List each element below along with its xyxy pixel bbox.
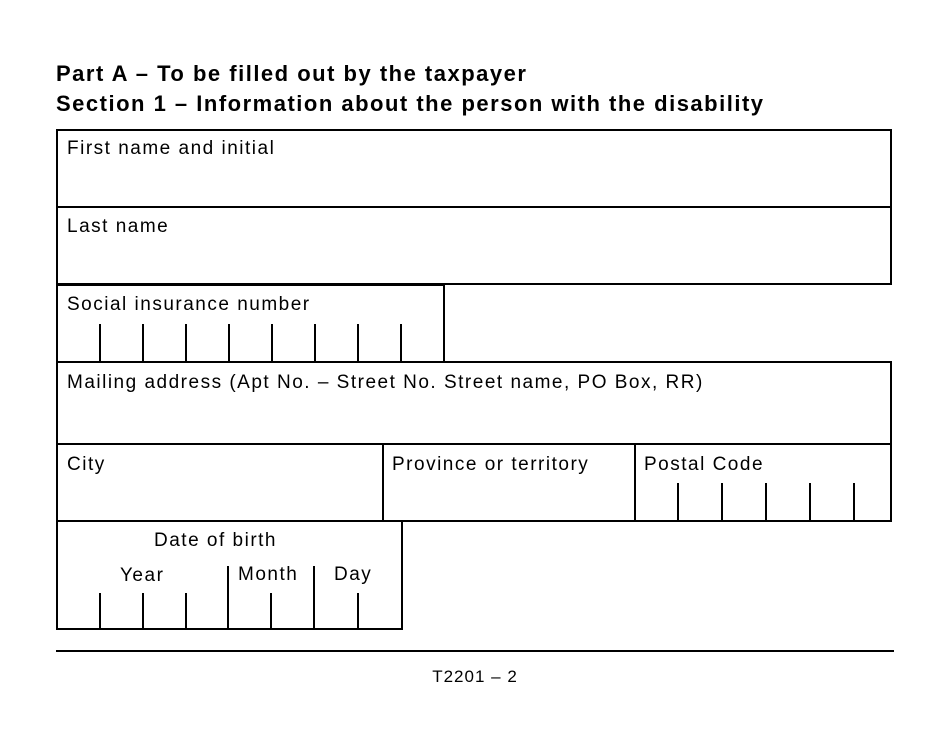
first-name-label: First name and initial xyxy=(67,138,276,159)
dob-year-month-divider xyxy=(227,566,229,630)
province-input[interactable] xyxy=(392,483,626,515)
mailing-address-label: Mailing address (Apt No. – Street No. Street name, PO Box, RR) xyxy=(67,372,704,393)
postal-code-label: Postal Code xyxy=(644,454,765,475)
city-label: City xyxy=(67,454,106,475)
sin-digit-divider xyxy=(357,324,359,363)
postal-digit-divider xyxy=(677,483,679,522)
sin-field[interactable] xyxy=(56,284,445,363)
sin-digit-divider xyxy=(142,324,144,363)
postal-digit-divider xyxy=(765,483,767,522)
sin-digit-divider xyxy=(99,324,101,363)
mailing-address-input[interactable] xyxy=(67,403,871,435)
dob-year-label: Year xyxy=(120,565,165,586)
postal-code-field[interactable] xyxy=(634,443,892,522)
sin-digit-divider xyxy=(185,324,187,363)
first-name-field[interactable] xyxy=(56,129,892,208)
last-name-field[interactable] xyxy=(56,206,892,285)
postal-digit-divider xyxy=(809,483,811,522)
sin-label: Social insurance number xyxy=(67,294,311,315)
footer-rule xyxy=(56,650,894,652)
dob-digit-divider xyxy=(185,593,187,630)
last-name-label: Last name xyxy=(67,216,170,237)
sin-digit-divider xyxy=(400,324,402,363)
last-name-input[interactable] xyxy=(67,244,871,276)
dob-label: Date of birth xyxy=(154,530,277,551)
city-field[interactable] xyxy=(56,443,384,522)
sin-digit-divider xyxy=(314,324,316,363)
section-title: Section 1 – Information about the person with the disability xyxy=(56,91,765,116)
dob-day-label: Day xyxy=(334,564,373,585)
dob-digit-divider xyxy=(270,593,272,630)
province-label: Province or territory xyxy=(392,454,590,475)
form-page-number: T2201 – 2 xyxy=(432,667,518,686)
dob-month-label: Month xyxy=(238,564,299,585)
postal-digit-divider xyxy=(721,483,723,522)
dob-month-day-divider xyxy=(313,566,315,630)
dob-digit-divider xyxy=(142,593,144,630)
postal-digit-divider xyxy=(853,483,855,522)
sin-digit-divider xyxy=(271,324,273,363)
first-name-input[interactable] xyxy=(67,167,871,199)
sin-digit-divider xyxy=(228,324,230,363)
mailing-address-field[interactable] xyxy=(56,361,892,445)
date-of-birth-field[interactable] xyxy=(56,520,403,630)
dob-digit-divider xyxy=(99,593,101,630)
part-title: Part A – To be filled out by the taxpayer xyxy=(56,61,528,86)
city-input[interactable] xyxy=(67,483,371,515)
dob-digit-divider xyxy=(357,593,359,630)
province-field[interactable] xyxy=(382,443,636,522)
